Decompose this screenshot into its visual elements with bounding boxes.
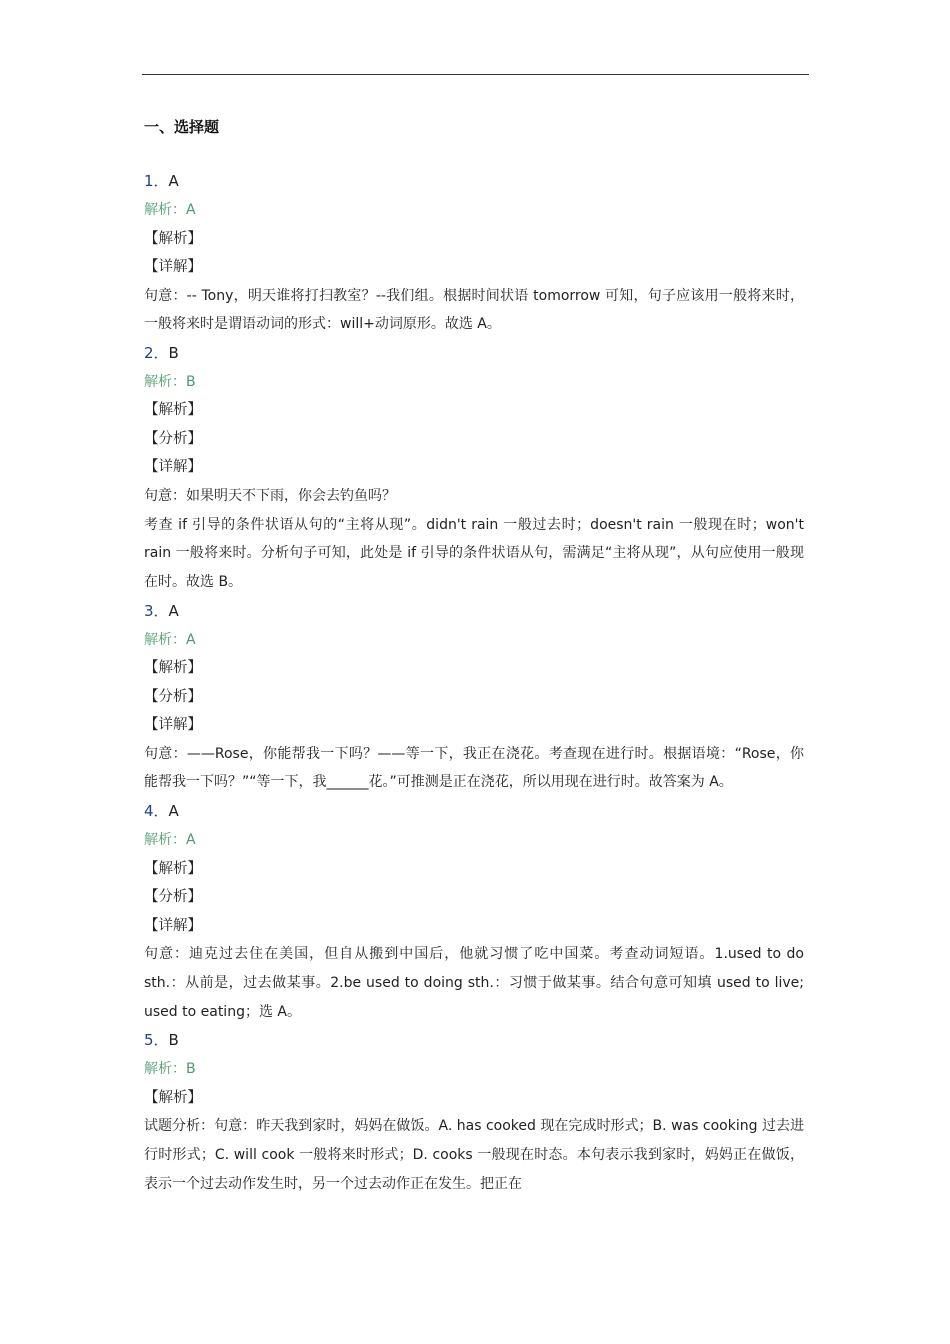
answer-item [144,1026,804,1198]
section-tag: 【分析】 [144,889,202,906]
section-tag: 【详解】 [144,717,202,734]
analysis-answer-line: 解析：B [144,1061,196,1078]
answer-item [144,339,804,597]
question-number: 2． [144,343,169,362]
answer-item [144,797,804,1026]
answers-list [144,167,804,1198]
section-tag: 【解析】 [144,230,202,247]
question-answer-line [144,167,804,196]
explanation-paragraph: 句意：如果明天不下雨，你会去钓鱼吗？ [144,487,396,504]
explanation-paragraph: 句意：——Rose，你能帮我一下吗？——等一下，我正在浇花。考查现在进行时。根据语境：“Rose，你能帮我一下吗？”“等一下，我______花。”可推测是正在浇花，所以用现在进行时。故答案为 A。 [144,745,804,791]
question-answer-line [144,597,804,626]
answer-item [144,597,804,797]
section-tag: 【分析】 [144,688,202,705]
analysis-answer-line: 解析：A [144,202,196,218]
answer-letter: A [168,601,179,620]
section-tag: 【解析】 [144,1089,202,1106]
header-rule [142,74,809,75]
answer-letter: B [168,343,179,362]
section-tag: 【解析】 [144,660,202,677]
section-tag: 【解析】 [144,860,202,877]
question-answer-line [144,797,804,826]
question-number: 5． [144,1031,169,1050]
question-number: 3． [144,601,169,620]
answer-item [144,167,804,339]
question-answer-line [144,1026,804,1055]
section-tag: 【分析】 [144,430,202,447]
explanation-paragraph: 句意：-- Tony，明天谁将打扫教室？--我们组。根据时间状语 tomorrow 可知，句子应该用一般将来时，一般将来时是谓语动词的形式：will+动词原形。故选 A。 [144,287,804,333]
analysis-answer-line: 解析：A [144,631,196,648]
answer-letter: A [168,172,179,190]
explanation-paragraph: 考查 if 引导的条件状语从句的“主将从现”。didn't rain 一般过去时；doesn't rain 一般现在时；won't rain 一般将来时。分析句子可知，此处是 if 引导的条件状语从句，需满足“主将从现”，从句应使用一般现在时。故选 B。 [144,516,804,591]
section-tag: 【详解】 [144,259,202,275]
section-title: 一、选择题 [144,118,220,136]
explanation-paragraph: 试题分析：句意：昨天我到家时，妈妈在做饭。A. has cooked 现在完成时形式；B. was cooking 过去进行时形式；C. will cook 一般将来时形式；D. cooks 一般现在时态。本句表示我到家时，妈妈正在做饭，表示一个过去动作发生时，另一个过去动作正在发生。把正在 [144,1118,804,1192]
section-tag: 【解析】 [144,402,202,419]
answer-letter: A [168,802,179,821]
section-tag: 【详解】 [144,917,202,934]
analysis-answer-line: 解析：B [144,373,196,390]
analysis-answer-line: 解析：A [144,832,196,849]
question-number: 1． [144,172,169,190]
explanation-paragraph: 句意：迪克过去住在美国，但自从搬到中国后，他就习惯了吃中国菜。考查动词短语。1.used to do sth.：从前是，过去做某事。2.be used to doing sth.：习惯于做某事。结合句意可知填 used to live; used to eating；选 A。 [144,946,804,1020]
section-tag: 【详解】 [144,459,202,476]
question-number: 4． [144,802,169,821]
answer-letter: B [168,1031,179,1050]
question-answer-line [144,339,804,368]
